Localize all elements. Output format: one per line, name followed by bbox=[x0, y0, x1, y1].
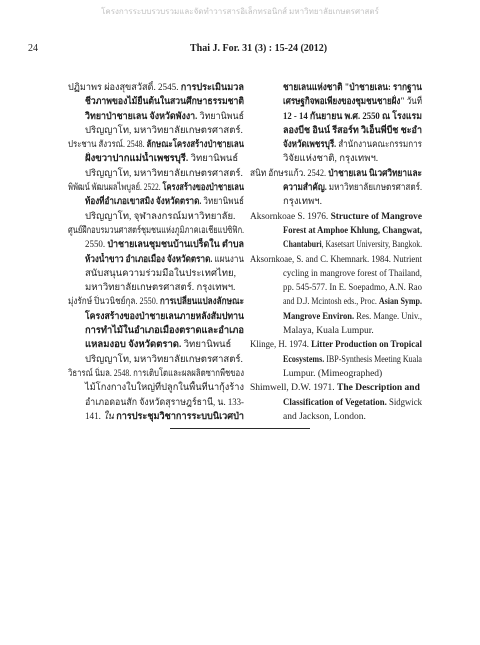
reference-line bbox=[68, 253, 244, 267]
reference-text: แผนงาน bbox=[212, 254, 244, 265]
reference-line bbox=[250, 253, 422, 267]
references-left-column bbox=[68, 81, 244, 424]
journal-citation-header: Thai J. For. 31 (3) : 15-24 (2012) bbox=[190, 43, 328, 54]
reference-text: Klinge, H. 1974. bbox=[250, 340, 312, 351]
reference-line bbox=[68, 396, 244, 410]
reference-entry bbox=[68, 81, 244, 138]
reference-line bbox=[68, 124, 244, 138]
reference-line bbox=[250, 281, 422, 295]
reference-line bbox=[250, 210, 422, 224]
reference-text: วิทยานิพนธ์ bbox=[181, 340, 232, 351]
reference-text: วิทยานิพนธ์ bbox=[197, 111, 244, 122]
reference-title-text: วิทยาป่าชายเลน จังหวัดพังงา. bbox=[85, 111, 198, 122]
reference-line bbox=[68, 324, 244, 338]
reference-entry bbox=[250, 210, 422, 253]
reference-line bbox=[250, 367, 422, 381]
reference-text: Lumpur. (Mimeographed) bbox=[283, 368, 383, 379]
reference-title-text: การประชุมวิชาการระบบนิเวศป่า bbox=[113, 411, 244, 422]
reference-text: วิทยานิพนธ์ bbox=[188, 154, 239, 165]
reference-entry bbox=[68, 367, 244, 424]
reference-title-text: Structure of Mangrove bbox=[330, 211, 422, 222]
reference-text: อำเภอดอนสัก จังหวัดสุราษฎร์ธานี, น. 133- bbox=[85, 397, 244, 408]
reference-title-text: Classification of Vegetation. bbox=[283, 397, 387, 408]
reference-text: Sidgwick bbox=[386, 397, 422, 408]
reference-entry bbox=[68, 224, 244, 295]
reference-text: กรุงเทพฯ. bbox=[283, 197, 322, 208]
reference-line bbox=[68, 138, 244, 152]
reference-text: Aksornkoae S. 1976. bbox=[250, 211, 331, 222]
reference-text: ไม้โกงกางใบใหญ่ที่ปลูกในพื้นที่นากุ้งร้าง bbox=[85, 383, 244, 394]
reference-line bbox=[68, 181, 244, 195]
reference-title-text: ท้องที่อำเภอเขาสมิง จังหวัดตราด. bbox=[85, 197, 202, 208]
reference-entry bbox=[250, 381, 422, 424]
reference-line bbox=[68, 338, 244, 352]
reference-title-text: Forest at Amphoe Khlung, Changwat, bbox=[283, 225, 422, 236]
end-of-references-rule bbox=[170, 428, 310, 429]
reference-title-text: เศรษฐกิจพอเพียงของชุมชนชายฝั่ง" bbox=[283, 97, 405, 108]
reference-text: 141. bbox=[85, 411, 104, 422]
reference-text: สนับสนุนความร่วมมือในประเทศไทย, bbox=[85, 268, 236, 279]
reference-line bbox=[250, 295, 422, 309]
reference-line bbox=[68, 310, 244, 324]
reference-title-text: แหลมงอบ จังหวัดตราด. bbox=[85, 340, 182, 351]
reference-line bbox=[250, 353, 422, 367]
reference-line bbox=[68, 110, 244, 124]
reference-title-text: Asian Symp. bbox=[378, 297, 422, 308]
reference-line bbox=[68, 267, 244, 281]
reference-line bbox=[68, 410, 244, 424]
reference-title-text: ป่าชายเลน นิเวศวิทยาและ bbox=[328, 168, 422, 179]
reference-title-text: ความสำคัญ. bbox=[283, 183, 327, 194]
reference-line bbox=[68, 281, 244, 295]
reference-entry bbox=[68, 295, 244, 366]
reference-entry bbox=[68, 138, 244, 181]
reference-line bbox=[68, 81, 244, 95]
reference-title-text: Litter Production on Tropical bbox=[311, 340, 422, 351]
reference-text: ปริญญาโท, มหาวิทยาลัยเกษตรศาสตร์. bbox=[85, 168, 243, 179]
reference-line bbox=[68, 367, 244, 381]
reference-line bbox=[250, 267, 422, 281]
reference-line bbox=[68, 167, 244, 181]
reference-line bbox=[250, 195, 422, 209]
reference-title-text: ฝั่งขวาปากแม่น้ำเพชรบุรี. bbox=[85, 154, 189, 165]
reference-text: พิพัฒน์ พัฒนผลไพบูลย์. 2522. bbox=[68, 183, 163, 194]
reference-line bbox=[68, 152, 244, 166]
reference-text: มหาวิทยาลัยเกษตรศาสตร์. bbox=[326, 183, 422, 194]
reference-title-text: โครงสร้างของป่าชายเลนภายหลังสัมปทาน bbox=[85, 311, 244, 322]
reference-text: ปริญญาโท, มหาวิทยาลัยเกษตรศาสตร์. bbox=[85, 125, 243, 136]
reference-text: pp. 545-577. In E. Soepadmo, A.N. Rao bbox=[283, 283, 422, 294]
reference-text: ใน bbox=[103, 411, 114, 422]
reference-title-text: การประเมินมวล bbox=[180, 83, 244, 93]
reference-entry bbox=[250, 253, 422, 339]
reference-title-text: ป่าชายเลนชุมชนบ้านเปร็ดใน ตำบล bbox=[107, 240, 244, 251]
reference-text: ปฏิมาพร ผ่องสุขสวัสดิ์. 2545. bbox=[68, 83, 181, 93]
reference-text: ประชาน สังวรณ์. 2548. bbox=[68, 140, 147, 151]
reference-line bbox=[68, 195, 244, 209]
reference-line bbox=[68, 95, 244, 109]
reference-title-text: Ecosystems. bbox=[283, 354, 325, 365]
reference-line bbox=[250, 310, 422, 324]
reference-line bbox=[68, 224, 244, 238]
reference-entry bbox=[250, 81, 422, 167]
reference-line bbox=[250, 152, 422, 166]
reference-line bbox=[68, 381, 244, 395]
digitization-watermark: โครงการระบบรวบรวมและจัดทำวารสารอิเล็กทรอนิกส์ มหาวิทยาลัยเกษตรศาสตร์ bbox=[101, 7, 379, 16]
reference-line bbox=[68, 238, 244, 252]
reference-text: สนิท อักษรแก้ว. 2542. bbox=[250, 168, 329, 179]
reference-title-text: ห้วงน้ำขาว อำเภอเมือง จังหวัดตราด. bbox=[85, 254, 213, 265]
reference-text: วิธารณ์ นิ่มล. 2548. การเติบโตและผลผลิตซากพืชของ bbox=[68, 368, 244, 379]
reference-line bbox=[250, 110, 422, 124]
reference-line bbox=[250, 381, 422, 395]
reference-title-text: Mangrove Environ. bbox=[283, 311, 355, 322]
reference-line bbox=[250, 338, 422, 352]
reference-title-text: จังหวัดเพชรบุรี. bbox=[283, 140, 337, 151]
reference-text: ปริญญาโท, จุฬาลงกรณ์มหาวิทยาลัย. bbox=[85, 211, 236, 222]
reference-title-text: Chantaburi bbox=[283, 240, 322, 251]
reference-line bbox=[250, 124, 422, 138]
reference-title-text: โครงสร้างของป่าชายเลน bbox=[162, 183, 244, 194]
reference-title-text: ลักษณะโครงสร้างป่าชายเลน bbox=[146, 140, 244, 151]
reference-text: IBP-Synthesis Meeting Kuala bbox=[324, 354, 422, 365]
reference-text: Malaya, Kuala Lumpur. bbox=[283, 326, 374, 337]
reference-line bbox=[68, 295, 244, 309]
reference-line bbox=[250, 181, 422, 195]
reference-line bbox=[68, 353, 244, 367]
references-right-column bbox=[250, 81, 422, 424]
reference-title-text: การเปลี่ยนแปลงลักษณะ bbox=[159, 297, 244, 308]
reference-text: and Jackson, London. bbox=[283, 411, 366, 422]
reference-text: , Kasetsart University, Bangkok. bbox=[321, 240, 422, 251]
reference-line bbox=[250, 167, 422, 181]
page-number: 24 bbox=[28, 43, 38, 54]
reference-line bbox=[250, 81, 422, 95]
reference-line bbox=[250, 238, 422, 252]
reference-line bbox=[68, 210, 244, 224]
reference-text: มุ่งรักษ์ ปิ่นวนิชย์กุล. 2550. bbox=[68, 297, 160, 308]
reference-text: วันที่ bbox=[404, 97, 422, 108]
reference-entry bbox=[250, 167, 422, 210]
reference-text: 2550. bbox=[85, 240, 108, 251]
reference-title-text: 12 - 14 กันยายน พ.ศ. 2550 ณ โรงแรม bbox=[283, 111, 422, 122]
reference-title-text: ลองบีช อินน์ รีสอร์ท วิเอ็นพี่บีช ชะอำ bbox=[283, 125, 422, 136]
reference-line bbox=[250, 224, 422, 238]
reference-text: วิจัยแห่งชาติ, กรุงเทพฯ. bbox=[283, 154, 379, 165]
reference-title-text: ชีวภาพของไม้ยืนต้นในสวนศึกษาธรรมชาติ bbox=[85, 97, 244, 108]
reference-text: สำนักงานคณะกรรมการ bbox=[336, 140, 422, 151]
reference-title-text: การทำไม้ในอำเภอเมืองตราดและอำเภอ bbox=[85, 326, 244, 337]
reference-line bbox=[250, 138, 422, 152]
reference-text: ศูนย์ฝึกอบรมวนศาสตร์ชุมชนแห่งภูมิภาคเอเชียแปซิฟิก. bbox=[68, 225, 244, 236]
reference-text: Res. Mange. Univ., bbox=[354, 311, 422, 322]
reference-text: Shimwell, D.W. 1971. bbox=[250, 383, 337, 394]
reference-line bbox=[250, 95, 422, 109]
reference-text: and D.J. Mcintosh eds., Proc. bbox=[283, 297, 379, 308]
reference-text: ปริญญาโท, มหาวิทยาลัยเกษตรศาสตร์. bbox=[85, 354, 243, 365]
reference-text: Aksornkoae, S. and C. Khemnark. 1984. Nutrient bbox=[250, 254, 422, 265]
reference-text: cycling in mangrove forest of Thailand, bbox=[283, 268, 422, 279]
reference-line bbox=[250, 410, 422, 424]
reference-text: มหาวิทยาลัยเกษตรศาสตร์. กรุงเทพฯ. bbox=[85, 283, 236, 294]
reference-title-text: The Description and bbox=[337, 383, 420, 394]
reference-entry bbox=[68, 181, 244, 224]
reference-line bbox=[250, 396, 422, 410]
reference-title-text: ชายเลนแห่งชาติ "ป่าชายเลน: รากฐาน bbox=[283, 83, 422, 93]
reference-line bbox=[250, 324, 422, 338]
reference-text: วิทยานิพนธ์ bbox=[201, 197, 244, 208]
reference-entry bbox=[250, 338, 422, 381]
